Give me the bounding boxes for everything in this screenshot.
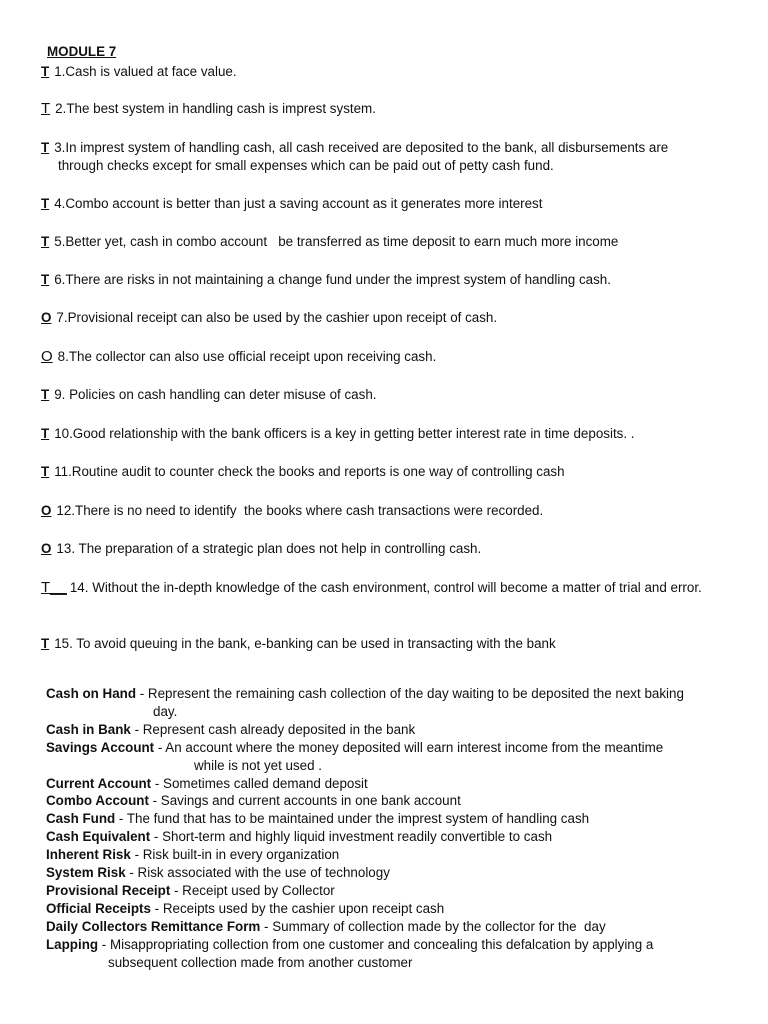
- definition-term: Combo Account: [46, 793, 149, 809]
- answer-marker: O: [41, 348, 53, 365]
- question-text: 2.The best system in handling cash is imprest system.: [55, 101, 376, 116]
- definition-term: Savings Account: [46, 739, 155, 755]
- question-text: 12.There is no need to identify the books where cash transactions were recorded.: [56, 503, 544, 518]
- question-14: [41, 579, 721, 597]
- question-text: 3.In imprest system of handling cash, all cash received are deposited to the bank, all disbursements are: [54, 140, 669, 155]
- glossary: [46, 685, 722, 972]
- question-2: [41, 100, 721, 118]
- module-title: MODULE 7: [47, 44, 117, 59]
- answer-marker: T: [41, 234, 50, 249]
- question-text: 10.Good relationship with the bank officers is a key in getting better interest rate in time deposits. .: [54, 426, 635, 441]
- question-3: [41, 139, 721, 175]
- question-7: [41, 309, 721, 327]
- definition-term: Cash Fund: [46, 811, 116, 827]
- definition-text: - Misappropriating collection from one customer and concealing this defalcation by applying a: [98, 936, 654, 952]
- question-text: 8.The collector can also use official receipt upon receiving cash.: [57, 349, 437, 364]
- definition-item: [46, 775, 722, 793]
- question-text: 1.Cash is valued at face value.: [54, 64, 237, 79]
- definition-item: [46, 792, 722, 810]
- definition-item: [46, 900, 722, 918]
- answer-marker: T__: [41, 579, 67, 596]
- question-11: [41, 463, 721, 481]
- question-5: [41, 233, 721, 251]
- question-text: 9. Policies on cash handling can deter misuse of cash.: [54, 387, 377, 402]
- definition-term: Provisional Receipt: [46, 882, 171, 898]
- question-text: 14. Without the in-depth knowledge of the cash environment, control will become a matter of trial and error.: [69, 580, 702, 595]
- definition-term: Official Receipts: [46, 900, 151, 916]
- definition-item: [46, 828, 722, 846]
- question-text: 4.Combo account is better than just a saving account as it generates more interest: [54, 196, 543, 211]
- definition-text: - Short-term and highly liquid investment readily convertible to cash: [150, 829, 553, 845]
- question-8: [41, 348, 721, 366]
- definition-text: - Sometimes called demand deposit: [151, 775, 368, 791]
- question-10: [41, 425, 721, 443]
- question-text: 5.Better yet, cash in combo account be transferred as time deposit to earn much more income: [54, 234, 619, 249]
- definition-text: - An account where the money deposited will earn interest income from the meantime: [154, 739, 664, 755]
- definition-text: - Receipt used by Collector: [170, 882, 335, 898]
- question-text: 11.Routine audit to counter check the books and reports is one way of controlling cash: [54, 464, 565, 479]
- answer-marker: T: [41, 100, 51, 117]
- definition-term: Cash in Bank: [46, 721, 131, 737]
- definition-item: [46, 864, 722, 882]
- definition-text: - Risk associated with the use of technology: [125, 865, 390, 881]
- definition-text: - Summary of collection made by the collector for the day: [260, 918, 606, 934]
- question-1: [41, 63, 721, 81]
- question-text: 7.Provisional receipt can also be used by the cashier upon receipt of cash.: [56, 310, 498, 325]
- definition-term: System Risk: [46, 865, 126, 881]
- question-text-continued: through checks except for small expenses which can be paid out of petty cash fund.: [58, 158, 554, 173]
- definition-term: Current Account: [46, 775, 152, 791]
- answer-marker: O: [41, 541, 52, 556]
- answer-marker: O: [41, 503, 52, 518]
- answer-marker: T: [41, 272, 50, 287]
- question-15: [41, 635, 721, 653]
- answer-marker: T: [41, 636, 50, 651]
- definition-text-continued: day.: [153, 703, 178, 719]
- definition-term: Cash Equivalent: [46, 829, 151, 845]
- definition-text: - Represent the remaining cash collection of the day waiting to be deposited the next baking: [136, 686, 684, 701]
- question-text: 15. To avoid queuing in the bank, e-banking can be used in transacting with the bank: [54, 636, 556, 651]
- answer-marker: T: [41, 196, 50, 211]
- definition-text: - Receipts used by the cashier upon receipt cash: [150, 900, 445, 916]
- answer-marker: T: [41, 464, 50, 479]
- definition-term: Cash on Hand: [46, 686, 137, 701]
- definition-term: Daily Collectors Remittance Form: [46, 918, 261, 934]
- definition-item: [46, 721, 722, 739]
- definition-item: [46, 685, 722, 721]
- question-9: [41, 386, 721, 404]
- definition-item: [46, 882, 722, 900]
- definition-item: [46, 918, 722, 936]
- definition-text-continued: subsequent collection made from another customer: [108, 954, 413, 970]
- definition-text-continued: while is not yet used .: [194, 757, 323, 773]
- question-13: [41, 540, 721, 558]
- definition-term: Inherent Risk: [46, 847, 131, 863]
- question-6: [41, 271, 721, 289]
- definition-text: - Represent cash already deposited in the bank: [130, 721, 416, 737]
- definition-item: [46, 936, 722, 972]
- definition-item: [46, 739, 722, 775]
- definition-item: [46, 846, 722, 864]
- definition-item: [46, 810, 722, 828]
- question-12: [41, 502, 721, 520]
- definition-text: - Savings and current accounts in one bank account: [148, 793, 461, 809]
- question-text: 6.There are risks in not maintaining a change fund under the imprest system of handling cash.: [54, 272, 611, 287]
- answer-marker: T: [41, 140, 50, 155]
- definition-text: - The fund that has to be maintained under the imprest system of handling cash: [115, 811, 590, 827]
- definition-text: - Risk built-in in every organization: [130, 847, 340, 863]
- answer-marker: T: [41, 64, 50, 79]
- answer-marker: O: [41, 310, 52, 325]
- question-4: [41, 195, 721, 213]
- definition-term: Lapping: [46, 936, 99, 952]
- answer-marker: T: [41, 387, 50, 402]
- question-text: 13. The preparation of a strategic plan does not help in controlling cash.: [56, 541, 482, 556]
- answer-marker: T: [41, 426, 50, 441]
